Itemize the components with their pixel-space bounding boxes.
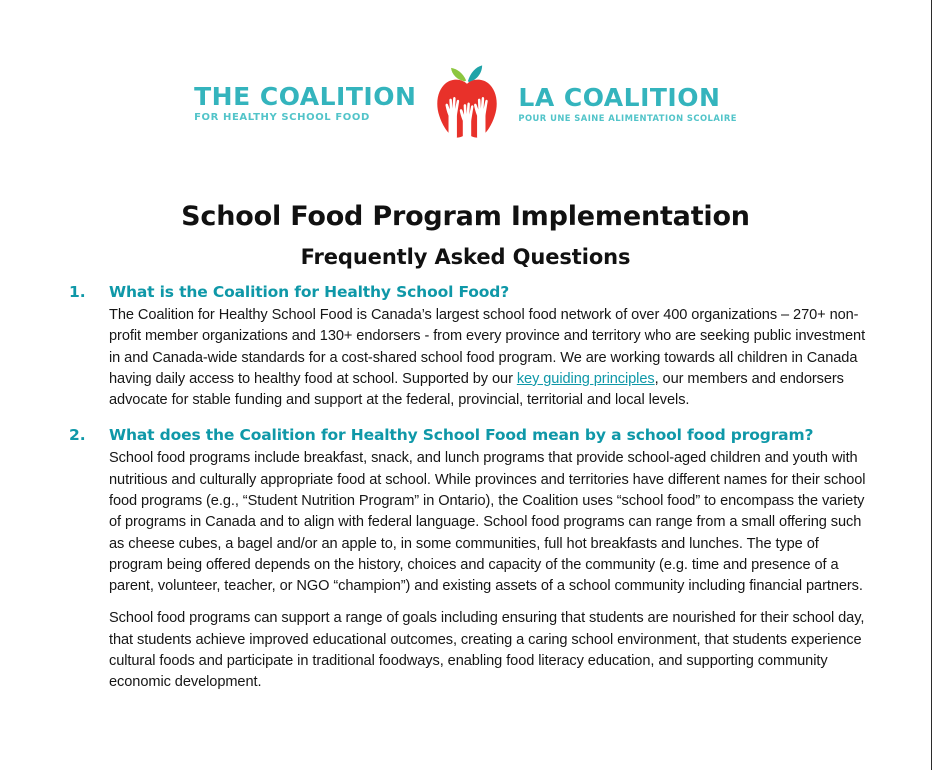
faq-answer-paragraph: The Coalition for Healthy School Food is Canada’s largest school food network of over 400 organizations – 270+ non-profit member organizations and 130+ endorsers - from every province and territory who are seeking public investment in and Canada-wide standards for a cost-shared school food program. We are working towards all children in Canada having daily access to healthy food at school. Supported by our key guiding principles, our members and endorsers advocate for stable funding and support at the federal, provincial, territorial and local levels. <box>109 306 866 409</box>
faq-item <box>69 282 869 411</box>
faq-answer-paragraph: School food programs include breakfast, snack, and lunch programs that provide school-aged children and youth with nutritious and culturally appropriate food at school. While provinces and territories have different names for their school food programs (e.g., “Student Nutrition Program” in Ontario), the Coalition uses “school food” to encompass the variety of programs in Canada and to align with federal language. School food programs can range from a small offering such as cheese cubes, a bagel and/or an apple to, in some communities, full hot breakfasts and lunches. The type of program being offered depends on the history, choices and capacity of the community (e.g. time and presence of a parent, volunteer, teacher, or NGO “champion”) and existing assets of a school community including financial partners. <box>109 450 866 595</box>
key-guiding-principles-link[interactable]: key guiding principles <box>516 370 655 387</box>
faq-answer <box>109 305 869 411</box>
apple-with-hands-icon <box>424 62 510 146</box>
faq-number: 1. <box>69 283 86 301</box>
logo-french-sub: POUR UNE SAINE ALIMENTATION SCOLAIRE <box>518 113 737 124</box>
faq-list <box>69 282 869 708</box>
page-title: School Food Program Implementation <box>181 201 750 233</box>
faq-answer-paragraph: School food programs can support a range of goals including ensuring that students are nourished for their school day, that students achieve improved educational outcomes, creating a caring school environment, that students experience cultural foods and participate in traditional foodways, enabling food literacy education, and supporting community economic development. <box>109 610 865 691</box>
faq-answer <box>109 448 869 693</box>
faq-question-text: What does the Coalition for Healthy School Food mean by a school food program? <box>109 426 814 445</box>
logo-english-main: THE COALITION <box>194 81 417 111</box>
faq-question-row <box>69 425 869 446</box>
page-right-border <box>931 0 932 770</box>
logo-english-sub: FOR HEALTHY SCHOOL FOOD <box>194 112 370 124</box>
faq-item <box>69 425 869 693</box>
logo-english-text <box>194 81 417 124</box>
faq-number: 2. <box>69 426 86 445</box>
faq-question-text: What is the Coalition for Healthy School Food? <box>109 283 510 301</box>
faq-question-row <box>69 282 869 303</box>
logo-french-text <box>518 82 737 124</box>
logo-french-main: LA COALITION <box>518 82 721 112</box>
coalition-logo <box>0 62 931 146</box>
page-subtitle: Frequently Asked Questions <box>300 245 631 270</box>
